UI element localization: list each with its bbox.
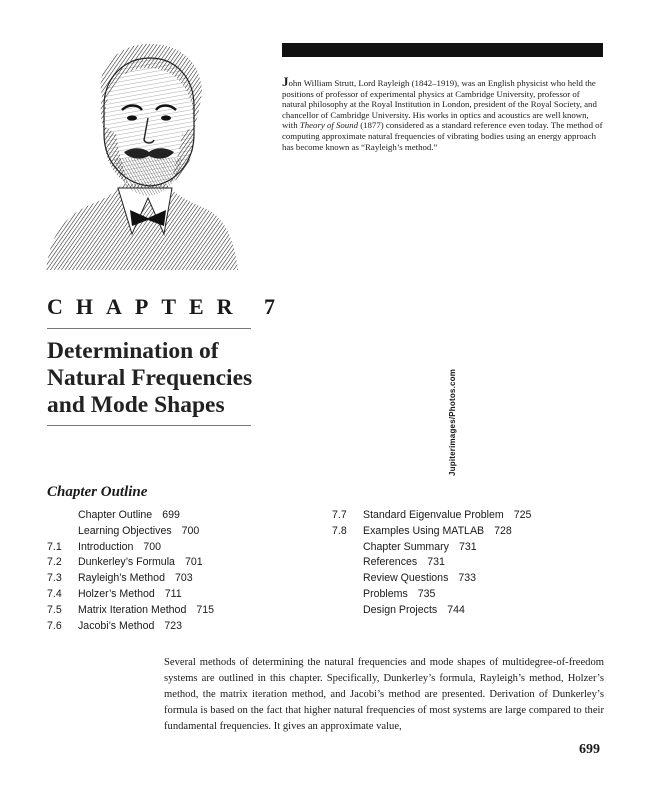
outline-entry[interactable]: Problems 735 <box>363 587 436 600</box>
outline-entry[interactable]: 7.8 Examples Using MATLAB 728 <box>332 524 512 537</box>
bio-dropcap: J <box>282 74 289 89</box>
bio-book-title: Theory of Sound <box>299 120 358 131</box>
outline-entry[interactable]: 7.3 Rayleigh’s Method 703 <box>47 572 193 585</box>
chapter-divider-top <box>47 328 251 329</box>
outline-entry[interactable]: 7.1 Introduction 700 <box>47 540 162 553</box>
outline-entry[interactable]: 7.2 Dunkerley’s Formula 701 <box>47 556 203 569</box>
chapter-divider-bottom <box>47 425 251 426</box>
chapter-label: CHAPTER 7 <box>47 294 289 319</box>
outline-entry[interactable]: Learning Objectives 700 <box>78 524 200 537</box>
outline-entry[interactable]: 7.5 Matrix Iteration Method 715 <box>47 603 215 616</box>
outline-column-left <box>47 508 214 634</box>
outline-entry[interactable]: 7.4 Holzer’s Method 711 <box>47 587 182 600</box>
body-paragraph: Several methods of determining the natural frequencies and mode shapes of multidegree-of-freedom systems are outlined in this chapter. Specifically, Dunkerley’s formula, Rayleigh’s method, Holzer’s method, the matrix iteration method, and Jacobi’s method are presented. Derivation of Dunkerley’s formula is based on the fact that higher natural frequencies of most systems are large compared to their fundamental frequencies. It gives an approximate value, <box>164 657 604 732</box>
bio-text-part2: (1877) considered as a standard reference even today. The method of computing approximate natural frequencies of vibrating bodies using an energy approach has become known as “Rayleigh’s method.” <box>282 120 603 152</box>
outline-entry[interactable]: Chapter Summary 731 <box>363 540 477 553</box>
outline-entry[interactable]: 7.6 Jacobi’s Method 723 <box>47 619 183 632</box>
outline-entry[interactable]: 7.7 Standard Eigenvalue Problem 725 <box>332 509 532 521</box>
chapter-title: Determination of Natural Frequencies and Mode Shapes <box>47 338 253 418</box>
outline-entry[interactable]: Chapter Outline 699 <box>78 509 180 521</box>
bio-text-part1: ohn William Strutt, Lord Rayleigh (1842–1919), was an English physicist who held the positions of professor of experimental physics at Cambridge University, professor of natural philosophy at the Royal Institution in London, president of the Royal Society, and chancellor of Cambridge University. His works in optics and acoustics are well known, with <box>282 78 597 131</box>
photo-credit: Jupiterimages/Photos.com <box>448 368 457 476</box>
outline-column-right <box>332 508 531 619</box>
rayleigh-portrait <box>44 38 240 270</box>
outline-entry[interactable]: Review Questions 733 <box>363 572 477 585</box>
biography-text <box>282 74 603 152</box>
page-number: 699 <box>579 742 600 757</box>
outline-entry[interactable]: References 731 <box>363 556 445 569</box>
bio-header-bar <box>282 43 603 57</box>
outline-title: Chapter Outline <box>47 484 148 500</box>
outline-entry[interactable]: Design Projects 744 <box>363 603 465 616</box>
